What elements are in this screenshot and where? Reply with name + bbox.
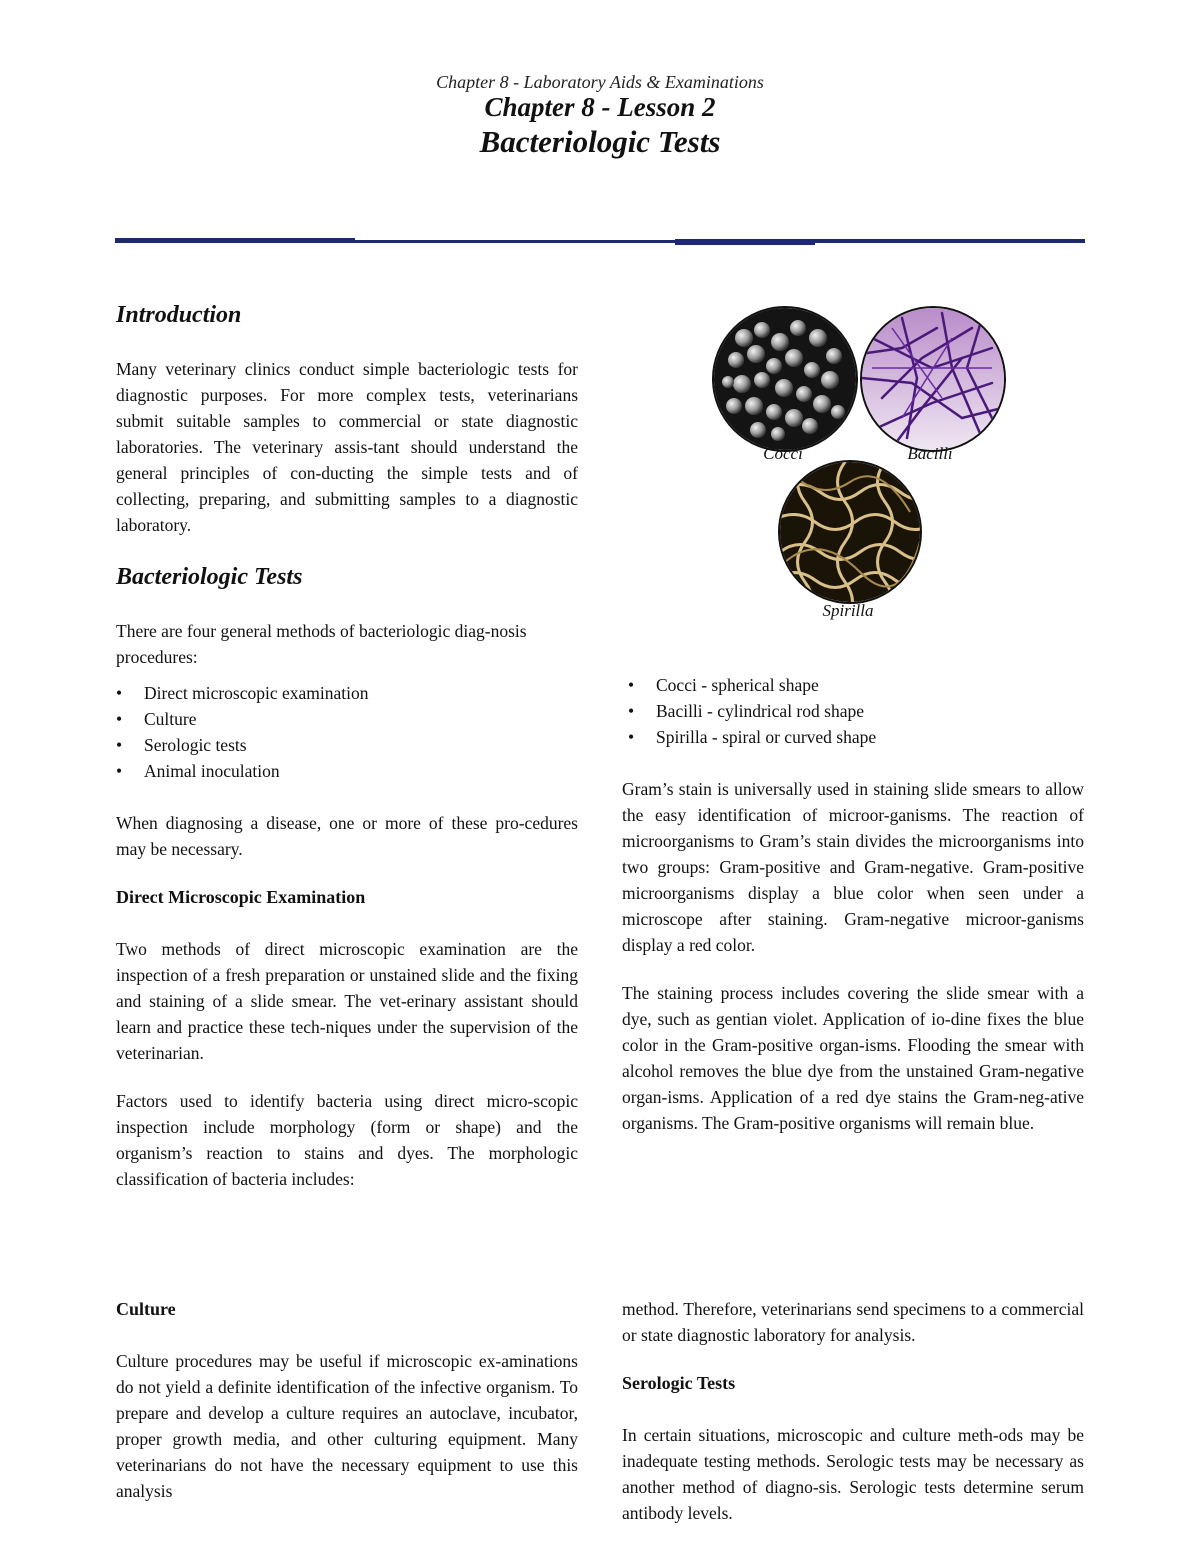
right-column-top <box>622 672 1084 1136</box>
list-item: • Spirilla - spiral or curved shape <box>628 724 1084 750</box>
direct-exam-text-1: Two methods of direct microscopic examination are the inspection of a fresh preparation or unstained slide and the fixing and staining of a slide smear. The vet-erinary assistant should learn and practice these tech-niques under the supervision of the veterinarian. <box>116 939 578 1063</box>
gram-stain-text-1: Gram’s stain is universally used in staining slide smears to allow the easy identification of microor-ganisms. The reaction of microorganisms to Gram’s stain divides the microorganisms into two groups: Gram-positive and Gram-negative. Gram-positive microorganisms display a blue color when seen under a microscope after staining. Gram-negative microor-ganisms display a red color. <box>622 779 1084 955</box>
cocci-micrograph <box>712 306 858 452</box>
direct-exam-heading: Direct Microscopic Examination <box>116 887 366 907</box>
methods-list <box>116 680 578 784</box>
page-title: Bacteriologic Tests <box>479 124 721 159</box>
caption-spirilla: Spirilla <box>822 601 874 620</box>
list-item: • Animal inoculation <box>116 758 578 784</box>
list-item: • Direct microscopic examination <box>116 680 578 706</box>
introduction-text: Many veterinary clinics conduct simple bacteriologic tests for diagnostic purposes. For more complex tests, veterinarians submit suitable samples to commercial or state diagnostic laboratories. The veterinary assis-tant should understand the general principles of con-ducting the simple tests and of collecting, preparing, and submitting samples to a diagnostic laboratory. <box>116 359 578 535</box>
caption-bacilli: Bacilli <box>907 444 953 463</box>
list-item: • Culture <box>116 706 578 732</box>
right-column-bottom <box>622 1296 1084 1526</box>
list-item: • Serologic tests <box>116 732 578 758</box>
left-column-bottom <box>116 1296 578 1504</box>
spirilla-micrograph <box>778 460 922 604</box>
bacteriologic-tests-heading: Bacteriologic Tests <box>116 564 303 590</box>
bacilli-micrograph <box>860 306 1006 452</box>
culture-continued-text: method. Therefore, veterinarians send specimens to a commercial or state diagnostic laboratory for analysis. <box>622 1299 1084 1345</box>
list-item: • Bacilli - cylindrical rod shape <box>628 698 1084 724</box>
methods-after: When diagnosing a disease, one or more of these pro-cedures may be necessary. <box>116 813 578 859</box>
lesson-heading: Chapter 8 - Lesson 2 <box>484 92 716 122</box>
serologic-tests-heading: Serologic Tests <box>622 1373 736 1393</box>
gram-stain-text-2: The staining process includes covering the slide smear with a dye, such as gentian violet. Application of io-dine fixes the blue color in the Gram-positive organ-isms. Flooding the smear with alcohol removes the blue dye from the unstained Gram-negative organ-isms. Application of a red dye stains the Gram-neg-ative organisms. The Gram-positive organisms will remain blue. <box>622 983 1084 1133</box>
direct-exam-text-2: Factors used to identify bacteria using direct micro-scopic inspection include morphology (form or shape) and the organism’s reaction to stains and dyes. The morphologic classification of bacteria includes: <box>116 1091 578 1189</box>
header-rule <box>115 238 1085 244</box>
culture-text: Culture procedures may be useful if microscopic ex-aminations do not yield a definite identification of the infective organism. To prepare and develop a culture requires an autoclave, incubator, proper growth media, and other culturing equipment. Many veterinarians do not have the necessary equipment to use this analysis <box>116 1351 578 1501</box>
methods-intro: There are four general methods of bacteriologic diag-nosis procedures: <box>116 621 527 667</box>
shapes-list <box>622 672 1084 750</box>
running-head: Chapter 8 - Laboratory Aids & Examinations <box>436 72 764 92</box>
left-column-top <box>116 300 578 1192</box>
caption-cocci: Cocci <box>763 444 803 463</box>
culture-heading: Culture <box>116 1299 176 1319</box>
serologic-tests-text: In certain situations, microscopic and culture meth-ods may be inadequate testing methods. Serologic tests may be necessary as another method of diagno-sis. Serologic tests determine serum antibody levels. <box>622 1425 1084 1523</box>
introduction-heading: Introduction <box>116 302 242 328</box>
list-item: • Cocci - spherical shape <box>628 672 1084 698</box>
